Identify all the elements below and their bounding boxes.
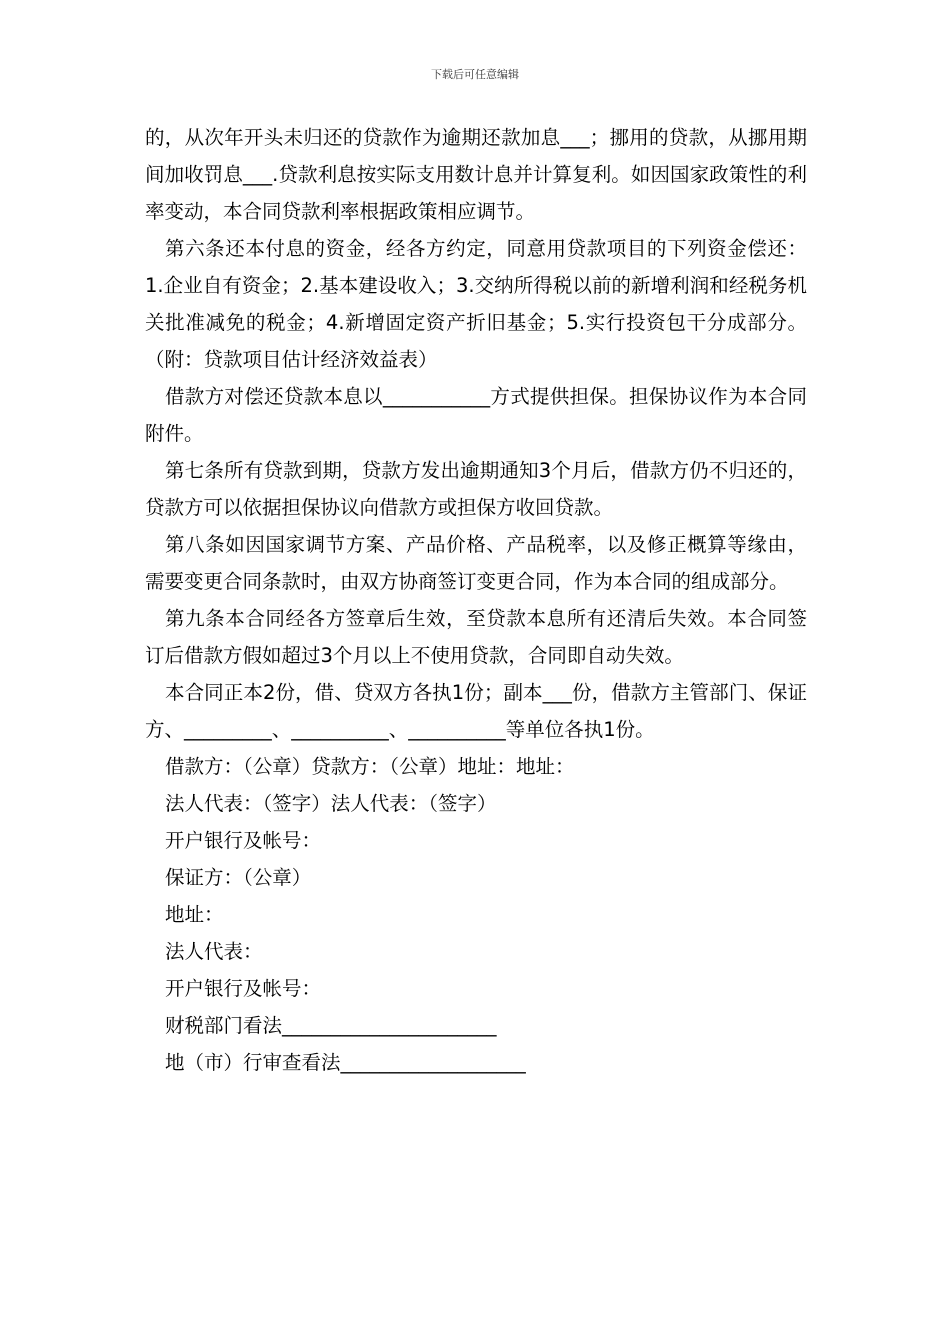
signature-borrower-lender: 借款方：（公章）贷款方：（公章）地址：地址： [165,755,575,778]
paragraph-article-7: 第七条所有贷款到期，贷款方发出逾期通知3个月后，借款方仍不归还的，贷款方可以依据担保协议向借款方或担保方收回贷款。 [145,459,807,519]
header-note: 下载后可任意编辑 [431,68,519,81]
signature-legal-reps: 法人代表：（签字）法人代表：（签字） [165,792,497,815]
paragraph-article-9: 第九条本合同经各方签章后生效，至贷款本息所有还清后失效。本合同签订后借款方假如超过3个月以上不使用贷款，合同即自动失效。 [145,607,807,667]
paragraph-copies: 本合同正本2份，借、贷双方各执1份；副本___份，借款方主管部门、保证方、_________、__________、__________等单位各执1份。 [145,681,807,741]
signature-guarantor: 保证方：（公章） [165,866,312,889]
signature-bank-account: 开户银行及帐号： [165,829,322,852]
paragraph-article-8: 第八条如因国家调节方案、产品价格、产品税率，以及修正概算等缘由，需要变更合同条款时，由双方协商签订变更合同，作为本合同的组成部分。 [145,533,807,593]
signature-guarantor-address: 地址： [165,903,224,926]
document-body [145,119,807,1081]
signature-regional-bank-opinion: 地（市）行审查看法___________________ [165,1051,526,1074]
signature-tax-department-opinion: 财税部门看法______________________ [165,1014,497,1037]
paragraph-article-6: 第六条还本付息的资金，经各方约定，同意用贷款项目的下列资金偿还：1.企业自有资金；2.基本建设收入；3.交纳所得税以前的新增利润和经税务机关批准减免的税金；4.新增固定资产折旧基金；5.实行投资包干分成部分。（附：贷款项目估计经济效益表） [145,237,807,371]
signature-guarantor-bank-account: 开户银行及帐号： [165,977,322,1000]
signature-guarantor-legal-rep: 法人代表： [165,940,263,963]
paragraph-interest: 的，从次年开头未归还的贷款作为逾期还款加息___；挪用的贷款，从挪用期间加收罚息___.贷款利息按实际支用数计息并计算复利。如因国家政策性的利率变动，本合同贷款利率根据政策相应调节。 [145,126,807,223]
paragraph-guarantee: 借款方对偿还贷款本息以___________方式提供担保。担保协议作为本合同附件。 [145,385,807,445]
